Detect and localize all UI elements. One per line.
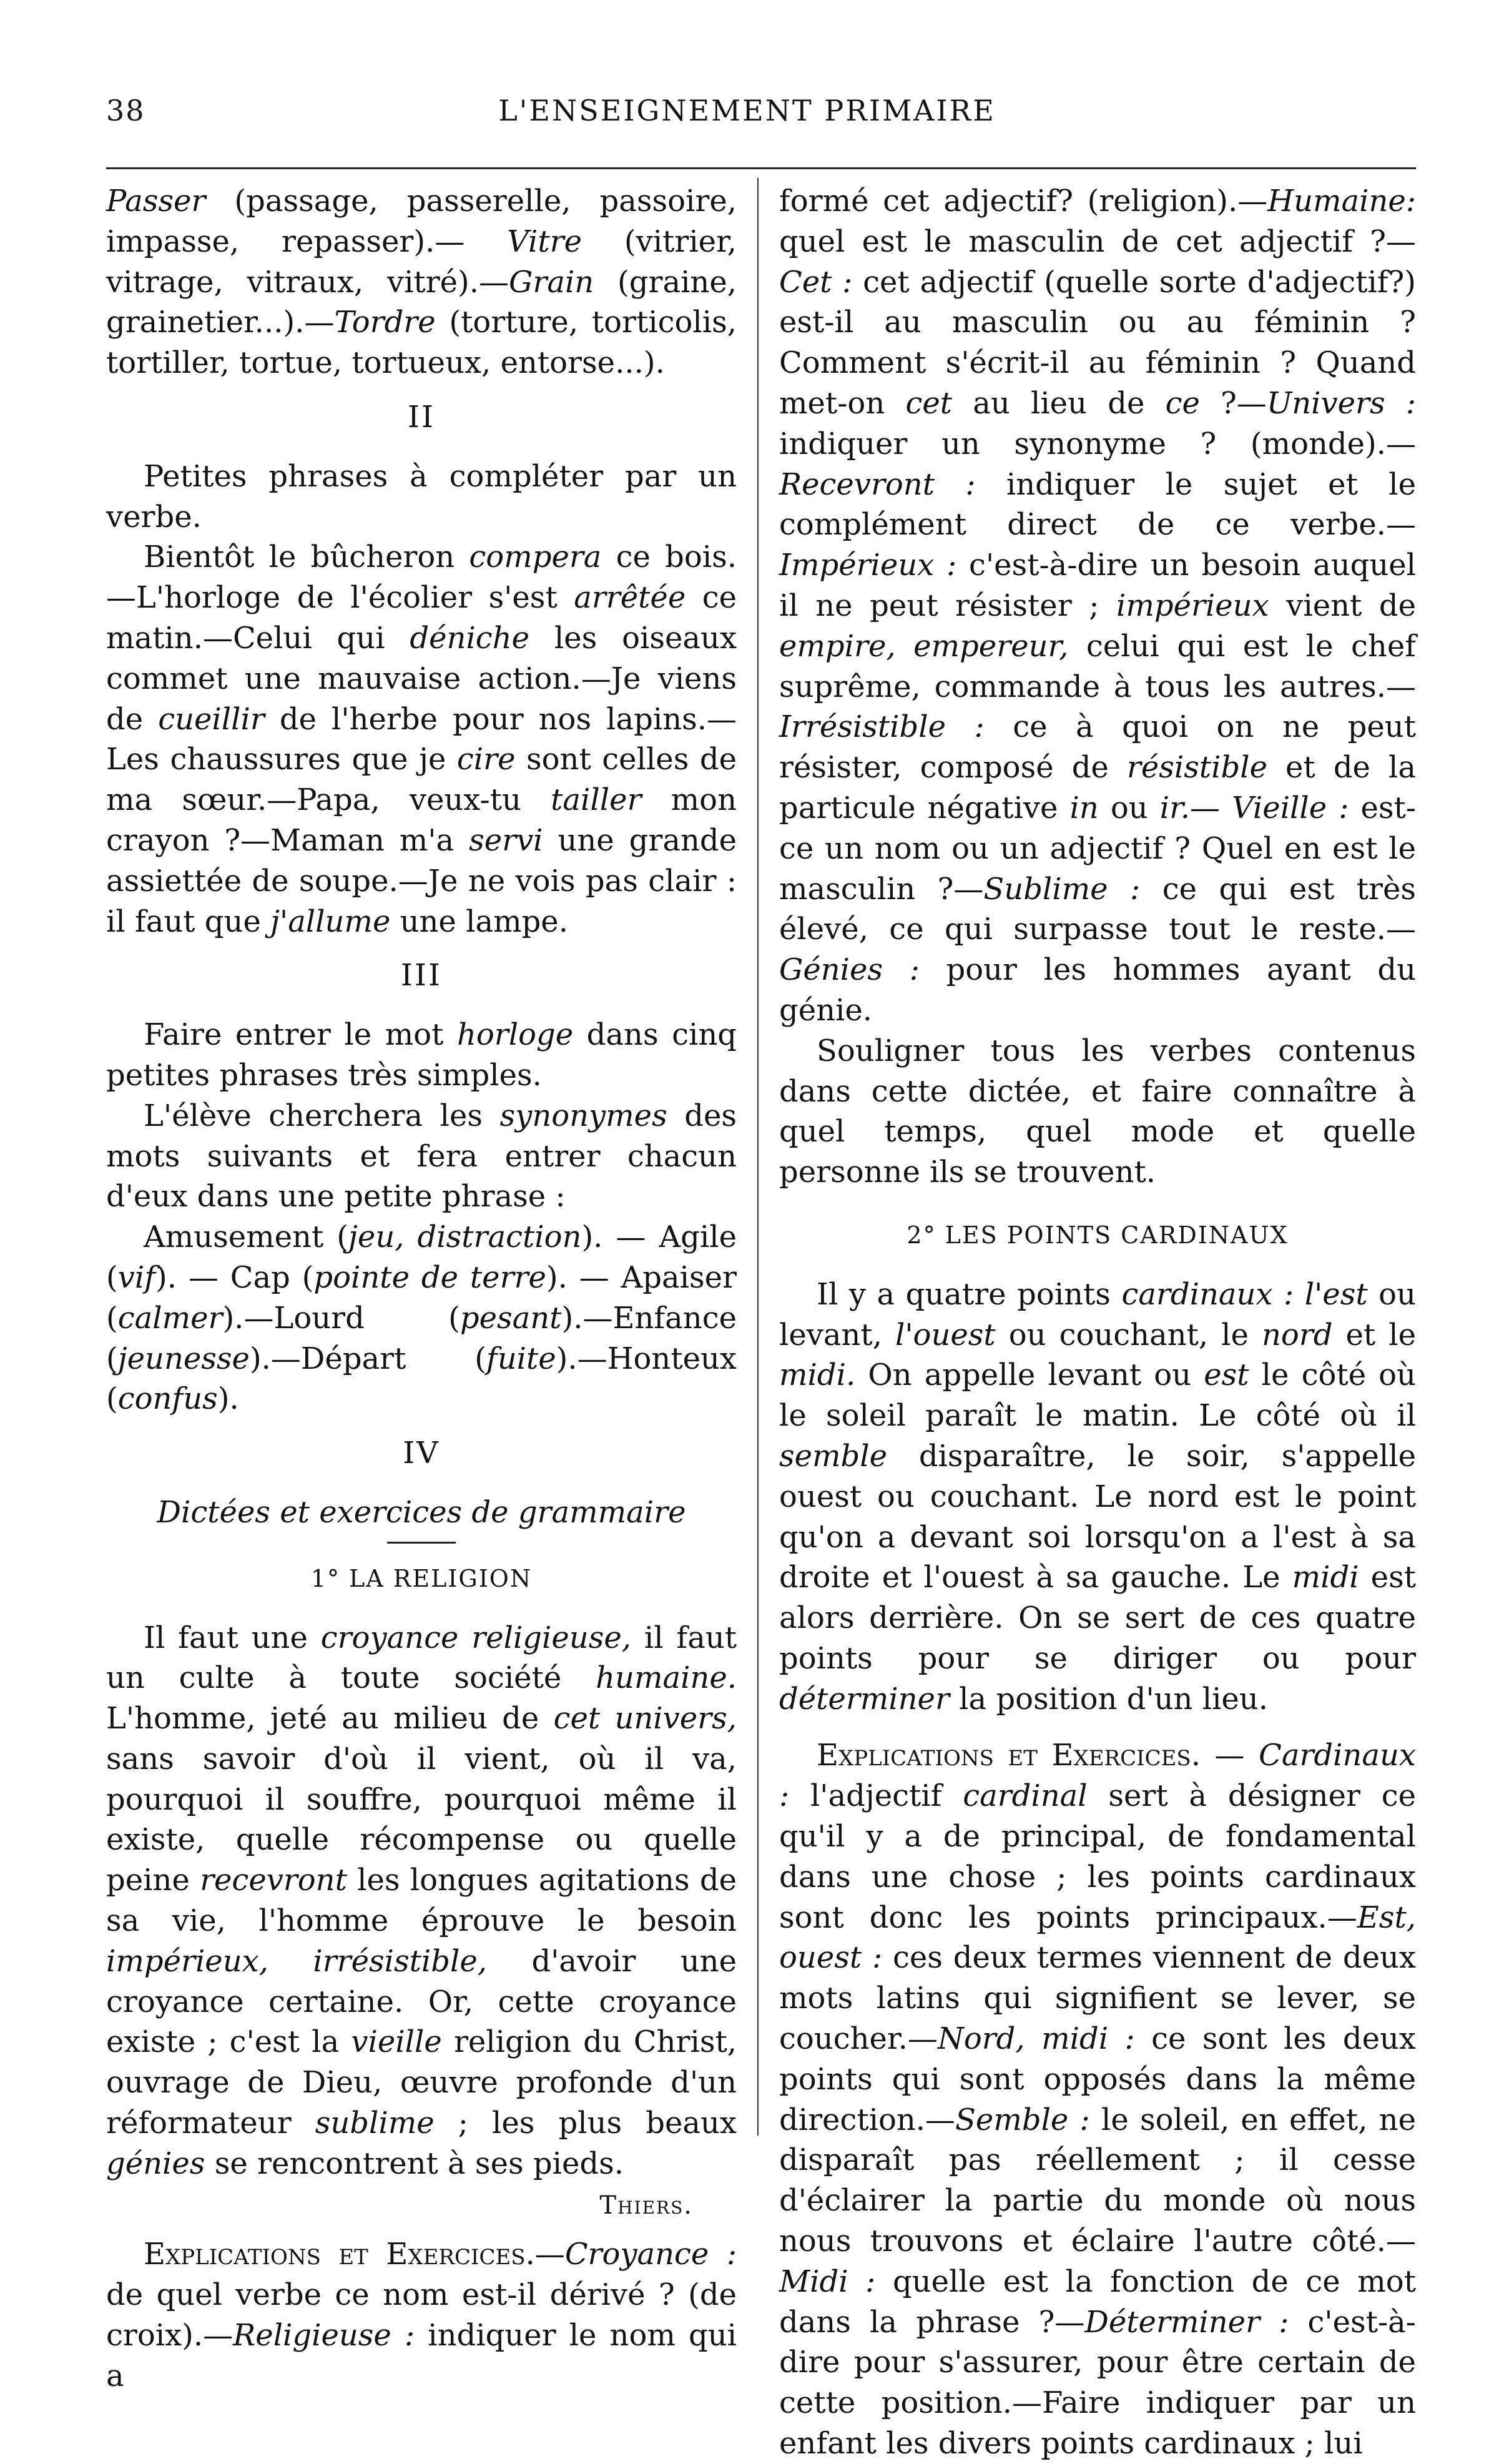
italic-run: sublime [315,2106,435,2141]
paragraph [106,1618,747,2184]
text-run: d'avoir une croyance certaine. Or, cette croyance existe ; c'est la [106,1943,747,2060]
text-run: ?— [1199,385,1267,421]
text-run: ce qui est très élevé, ce qui surpasse tout le reste.— [779,871,1426,947]
paragraph [779,1274,1426,1720]
paragraph [106,1015,747,1096]
italic-run: impérieux [1116,588,1269,623]
text-run: ). — Agile ( [106,1220,747,1295]
text-run: est-ce un nom ou un adjectif ? Quel en est le masculin ?— [779,790,1426,907]
text-run: ou couchant, le [995,1317,1262,1353]
text-run: des mots suivants et fera entrer chacun d'eux dans une petite phrase : [106,1098,747,1215]
italic-run: synonymes [499,1098,667,1133]
text-run: ce matin.—Celui qui [106,580,747,656]
text-run: ce sont les deux points qui sont opposés dans la même direction.— [779,2021,1426,2137]
italic-run: jeu, distraction [348,1220,582,1255]
italic-run: Midi : [779,2264,876,2299]
italic-run: Est, ouest : [779,1900,1426,1976]
text-run: ).—Enfance ( [106,1300,747,1376]
author-signature: Thiers. [599,2190,693,2220]
text-run: dans cinq petites phrases très simples. [106,1017,747,1093]
text-run: disparaître, le soir, s'appelle ouest ou couchant. Le nord est le point qu'on a devant soi lorsqu'on a l'est à sa droite et l'ouest à sa gauche. Le [779,1438,1426,1595]
column-divider [757,178,759,2136]
text-run: sont celles de ma sœur.—Papa, veux-tu [106,742,747,818]
italic-run: j'allume [270,904,391,939]
text-run: le soleil, en effet, ne disparaît pas réellement ; il cesse d'éclairer la partie du monde où nous nous trouvons et éclaire l'autre côté.— [779,2102,1426,2259]
text-run: quelle est la fonction de ce mot dans la phrase ?— [779,2264,1426,2340]
italic-run: Cet : [779,264,853,300]
text-run: indiquer le sujet et le complément direct de ce verbe.— [779,466,1426,543]
page-header [0,94,1494,137]
italic-run: nord [1261,1317,1333,1353]
smallcaps-run: Explications et Exercices. [144,2237,535,2272]
section-heading: II [408,399,435,435]
text-run: religion du Christ, ouvrage de Dieu, œuvre profonde d'un réformateur [106,2024,747,2141]
spacer [779,1719,1416,1735]
italic-run: midi [1292,1560,1359,1595]
text-run: ou levant, [779,1276,1426,1353]
italic-run: fuite [486,1341,556,1376]
italic-run: Grain [509,264,594,300]
text-run: une lampe. [390,904,568,939]
paragraph [779,1031,1426,1193]
page-number: 38 [106,94,145,127]
italic-run: croyance religieuse, [320,1620,631,1655]
text-run: L'homme, jeté au milieu de [106,1660,747,1737]
spacer [779,1193,1416,1209]
text-run: vient de [1269,588,1426,623]
section-title: Dictées et exercices de grammaire [157,1494,686,1530]
text-run: Amusement ( [144,1220,349,1255]
text-run: sans savoir d'où il vient, où il va, pourquoi il souffre, pourquoi même il existe, quelle récompense ou quelle peine [106,1701,747,1898]
paragraph [106,537,747,942]
italic-run: Humaine: [1267,184,1416,219]
italic-run: cet univers, [553,1701,737,1737]
text-run: Bientôt le bûcheron [144,540,469,575]
section-heading: III [401,958,442,993]
text-run: On appelle levant ou [855,1358,1204,1393]
italic-run: Vieille : [1232,790,1349,825]
italic-run: in [1069,790,1099,825]
text-run: formé cet adjectif? (religion).— [779,184,1268,219]
italic-run: Univers : [1266,385,1417,421]
text-run: ce bois.—L'horloge de l'écolier s'est [106,540,737,616]
italic-run: horloge [456,1017,574,1053]
header-rule [106,167,1416,169]
text-run: Faire entrer le mot [144,1017,457,1053]
paragraph [106,1217,747,1419]
italic-run: Tordre [334,305,436,340]
text-run: celui qui est le chef suprême, commande à tous les autres.— [779,628,1426,704]
text-run: quel est le masculin de cet adjectif ?— [779,184,1426,259]
text-run: est alors derrière. On se sert de ces quatre points pour se diriger ou pour [779,1560,1426,1676]
text-run: les longues agitations de sa vie, l'homme éprouve le besoin [106,1863,747,1939]
paragraph [779,1735,1426,2463]
text-run: ou [1098,790,1160,825]
text-run: de quel verbe ce nom est-il dérivé ? (de croix).— [106,2237,747,2353]
right-column [779,181,1426,2464]
subsection-title: 1° LA RELIGION [310,1564,533,1592]
italic-run: humaine. [596,1660,737,1696]
text-run: la position d'un lieu. [949,1681,1268,1717]
text-run: ce à quoi on ne peut résister, composé de [779,709,1426,786]
italic-run: Croyance : [564,2237,737,2272]
italic-run: résistible [1126,750,1267,786]
text-run: mon crayon ?—Maman m'a [106,782,747,858]
italic-run: pointe de terre [313,1259,546,1295]
paragraph [779,181,1426,1031]
italic-run: génies [106,2146,205,2181]
text-run: — [1190,790,1232,825]
italic-run: vieille [351,2024,442,2060]
text-run: c'est-à-dire pour s'assurer, pour être certain de cette position.—Faire indiquer par un enfant les divers points cardinaux ; lui [779,2304,1426,2462]
text-run: se rencontrent à ses pieds. [205,2146,624,2181]
text-run: c'est-à-dire un besoin auquel il ne peut résister ; [779,548,1426,623]
italic-run: compera [469,540,602,575]
short-rule [387,1542,456,1544]
italic-run: Religieuse : [233,2318,415,2353]
italic-run: Sublime : [983,871,1141,907]
text-run: indiquer un synonyme ? (monde).— [779,385,1426,461]
italic-run: Recevront : [779,466,976,502]
text-run: l'adjectif [789,1778,963,1814]
text-run: ).—Lourd ( [222,1300,460,1336]
text-run: ). — Cap ( [155,1259,314,1295]
text-run: ces deux termes viennent de deux mots latins qui signifient se lever, se coucher.— [779,1940,1426,2057]
italic-run: jeunesse [117,1341,250,1376]
text-run: ).—Honteux ( [106,1341,747,1417]
italic-run: impérieux, irrésistible, [106,1943,488,1979]
text-run: le côté où le soleil paraît le matin. Le côté où il [779,1358,1426,1434]
text-run: (graine, grainetier...).— [106,264,747,340]
text-run: ; les plus beaux [434,2106,747,2141]
paragraph [106,2234,747,2396]
paragraph [106,181,747,383]
text-run: ). — Apaiser ( [106,1259,747,1336]
italic-run: cueillir [158,701,265,737]
italic-run: l'ouest [895,1317,996,1353]
italic-run: pesant [460,1300,562,1336]
italic-run: servi [469,822,543,858]
running-title: L'ENSEIGNEMENT PRIMAIRE [498,94,996,127]
italic-run: recevront [200,1863,347,1898]
paragraph [106,456,747,538]
italic-run: ir. [1159,790,1191,825]
text-run: indiquer le nom qui a [106,2318,747,2393]
text-run: — [1200,1738,1259,1773]
italic-run: est [1204,1358,1249,1393]
italic-run: déniche [410,620,530,656]
italic-run: Vitre [507,224,582,259]
italic-run: calmer [117,1300,223,1336]
section-heading: IV [403,1436,440,1471]
italic-run: cardinal [963,1778,1088,1814]
text-run: pour les hommes ayant du génie. [779,952,1426,1028]
italic-run: Passer [106,184,206,219]
text-run: Il y a quatre points [817,1276,1122,1312]
text-run: ).—Départ ( [249,1341,486,1376]
italic-run: ce [1165,385,1200,421]
text-run: au lieu de [952,385,1166,421]
text-run: L'élève cherchera les [144,1098,500,1133]
italic-run: cet [905,385,953,421]
smallcaps-run: Explications et Exercices. [817,1738,1201,1773]
text-run: ). [217,1381,239,1417]
text-run: et de la particule négative [779,750,1426,825]
italic-run: Irrésistible : [779,709,985,745]
italic-run: arrêtée [574,580,686,616]
italic-run: Génies : [779,952,920,988]
italic-run: tailler [551,782,642,818]
italic-run: confus [117,1381,218,1417]
italic-run: cire [456,742,516,777]
text-run: (torture, torticolis, tortiller, tortue, tortueux, entorse...). [106,305,747,381]
text-run: il faut un culte à toute société [106,1620,747,1696]
text-run: cet adjectif (quelle sorte d'adjectif?) est-il au masculin ou au féminin ? Comment s'écrit-il au féminin ? Quand met-on [779,264,1426,421]
italic-run: cardinaux : l'est [1121,1276,1368,1312]
italic-run: Déterminer : [1084,2304,1289,2340]
text-run: — [534,2237,565,2272]
paragraph [106,1096,747,1217]
text-run: (passage, passerelle, passoire, impasse, repasser).— [106,184,747,259]
text-run: (vitrier, vitrage, vitraux, vitré).— [106,224,747,300]
italic-run: Cardinaux : [779,1738,1426,1814]
italic-run: Impérieux : [779,548,957,583]
text-run: une grande assiettée de soupe.—Je ne vois pas clair : il faut que [106,822,747,939]
text-run: sert à désigner ce qu'il y a de principal, de fondamental dans une chose ; les points cardinaux sont donc les points principaux.— [779,1778,1426,1935]
text-run: les oiseaux commet une mauvaise action.—Je viens de [106,620,747,737]
text-run: et le [1332,1317,1426,1353]
text-run: Souligner tous les verbes contenus dans cette dictée, et faire connaître à quel temps, quel mode et quelle personne ils se trouvent. [779,1033,1426,1190]
italic-run: midi. [779,1358,856,1393]
left-column [106,181,747,2397]
text-run: de l'herbe pour nos lapins.—Les chaussures que je [106,701,737,777]
italic-run: empire, empereur, [779,628,1069,664]
italic-run: vif [117,1259,155,1295]
italic-run: semble [779,1438,888,1474]
subsection-title: 2° LES POINTS CARDINAUX [907,1221,1289,1249]
italic-run: Nord, midi : [937,2021,1135,2057]
text-run: Il faut une [144,1620,321,1655]
text-run: Petites phrases à compléter par un verbe. [106,458,747,535]
italic-run: Semble : [955,2102,1090,2137]
italic-run: déterminer [779,1681,950,1717]
